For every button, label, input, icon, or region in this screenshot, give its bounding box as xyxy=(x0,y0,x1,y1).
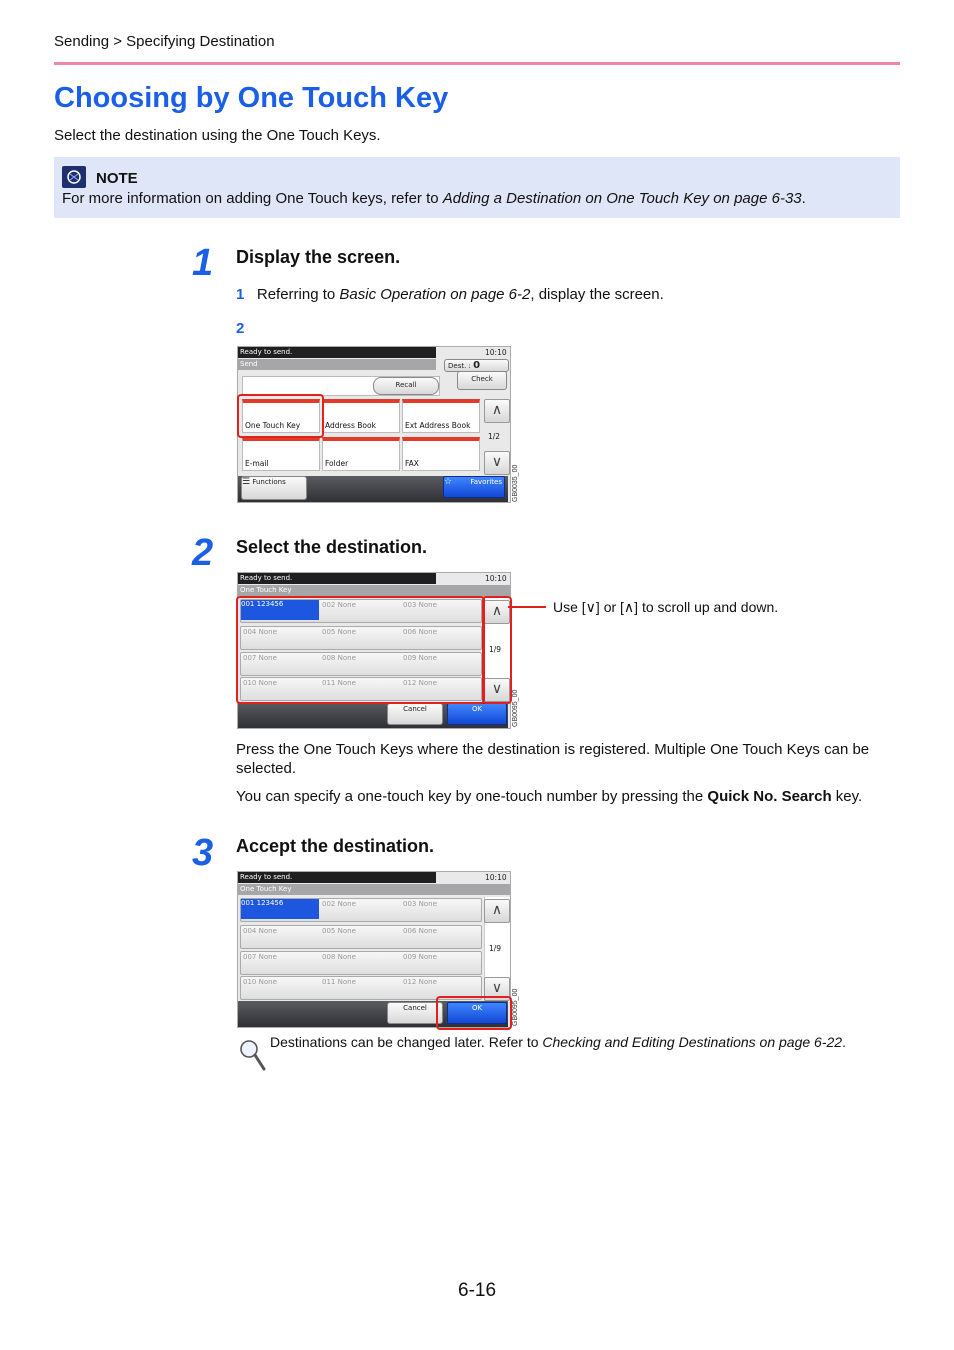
one-touch-key-001[interactable]: 001 123456 xyxy=(241,600,319,620)
one-touch-key-009[interactable]: 009 None xyxy=(403,953,437,961)
scroll-up-icon[interactable]: ∧ xyxy=(484,399,510,423)
one-touch-key-012[interactable]: 012 None xyxy=(403,679,437,687)
functions-button[interactable]: ☰ Functions xyxy=(241,476,307,500)
intro-text: Select the destination using the One Touch Keys. xyxy=(54,127,381,144)
note-text: For more information on adding One Touch keys, refer to Adding a Destination on One Touch Key on page 6-33. xyxy=(62,190,806,207)
tile-ext-address-book[interactable]: Ext Address Book xyxy=(402,399,480,433)
screen-subtitle: One Touch Key xyxy=(238,585,510,596)
one-touch-key-002[interactable]: 002 None xyxy=(322,601,356,609)
favorites-button[interactable]: ☆ Favorites xyxy=(443,476,505,498)
note-box xyxy=(54,157,900,218)
one-touch-key-008[interactable]: 008 None xyxy=(322,654,356,662)
step-2-para-1: Press the One Touch Keys where the destination is registered. Multiple One Touch Keys can be selected. xyxy=(236,741,870,777)
tile-fax[interactable]: FAX xyxy=(402,437,480,471)
callout-line xyxy=(508,606,546,608)
check-button[interactable]: Check xyxy=(457,371,507,390)
page-number: 6-16 xyxy=(458,1280,497,1301)
one-touch-key-002[interactable]: 002 None xyxy=(322,900,356,908)
one-touch-key-011[interactable]: 011 None xyxy=(322,679,356,687)
figure-code: GB0035_00 xyxy=(512,464,519,502)
tile-email[interactable]: E-mail xyxy=(242,437,320,471)
scroll-up-icon[interactable]: ∧ xyxy=(484,899,510,923)
step-2-number: 2 xyxy=(192,532,214,574)
step-1-heading: Display the screen. xyxy=(236,247,401,267)
breadcrumb: Sending > Specifying Destination xyxy=(54,33,275,50)
step-3-heading: Accept the destination. xyxy=(236,836,435,856)
clock: 10:10 xyxy=(485,574,507,583)
key-row-2 xyxy=(240,925,482,949)
one-touch-key-007[interactable]: 007 None xyxy=(243,654,277,662)
recall-button[interactable]: Recall xyxy=(373,377,439,395)
page-title: Choosing by One Touch Key xyxy=(54,82,449,114)
ok-button[interactable]: OK xyxy=(447,1002,507,1024)
note-label: NOTE xyxy=(96,170,138,187)
one-touch-key-004[interactable]: 004 None xyxy=(243,927,277,935)
highlight-one-touch-key xyxy=(237,394,324,438)
one-touch-key-006[interactable]: 006 None xyxy=(403,628,437,636)
one-touch-key-005[interactable]: 005 None xyxy=(322,628,356,636)
status-bar: Ready to send. xyxy=(238,573,436,584)
cancel-button[interactable]: Cancel xyxy=(387,1002,443,1024)
status-bar: Ready to send. xyxy=(238,872,436,883)
step-2-para-2: You can specify a one-touch key by one-touch number by pressing the Quick No. Search key. xyxy=(236,788,863,805)
one-touch-key-010[interactable]: 010 None xyxy=(243,978,277,986)
basic-operation-link[interactable]: Basic Operation on page 6-2 xyxy=(339,286,531,303)
scroll-up-icon[interactable]: ∧ xyxy=(484,600,510,624)
scroll-down-icon[interactable]: ∨ xyxy=(484,977,510,1001)
step-3-number: 3 xyxy=(192,832,214,874)
one-touch-key-012[interactable]: 012 None xyxy=(403,978,437,986)
dest-count-display: Dest. : 0 xyxy=(444,359,509,372)
tile-address-book[interactable]: Address Book xyxy=(322,399,400,433)
scroll-down-icon[interactable]: ∨ xyxy=(484,678,510,702)
ok-button[interactable]: OK xyxy=(447,703,507,725)
one-touch-key-009[interactable]: 009 None xyxy=(403,654,437,662)
one-touch-key-008[interactable]: 008 None xyxy=(322,953,356,961)
header-rule xyxy=(54,62,900,65)
step-1-number: 1 xyxy=(192,242,214,284)
highlight-scroll-arrows xyxy=(482,596,512,704)
scroll-callout: Use [∨] or [∧] to scroll up and down. xyxy=(553,599,779,615)
one-touch-key-005[interactable]: 005 None xyxy=(322,927,356,935)
list-icon: ☰ xyxy=(242,477,251,487)
status-bar: Ready to send. xyxy=(238,347,436,358)
tile-one-touch-key[interactable]: One Touch Key xyxy=(242,399,320,433)
one-touch-key-001[interactable]: 001 123456 xyxy=(241,899,319,919)
tip-text: Destinations can be changed later. Refer to Checking and Editing Destinations on page 6-22. xyxy=(270,1034,846,1050)
star-icon: ☆ xyxy=(444,477,453,487)
cancel-button[interactable]: Cancel xyxy=(387,703,443,725)
screen-subtitle: Send xyxy=(238,359,436,370)
one-touch-key-007[interactable]: 007 None xyxy=(243,953,277,961)
one-touch-key-010[interactable]: 010 None xyxy=(243,679,277,687)
page-indicator: 1/9 xyxy=(489,944,502,953)
one-touch-key-003[interactable]: 003 None xyxy=(403,900,437,908)
checking-editing-link[interactable]: Checking and Editing Destinations on page 6-22 xyxy=(542,1034,843,1050)
page-indicator: 1/9 xyxy=(489,645,502,654)
page-indicator: 1/2 xyxy=(488,432,501,441)
figure-code: GB0095_00 xyxy=(512,689,519,727)
one-touch-key-011[interactable]: 011 None xyxy=(322,978,356,986)
highlight-ok-button xyxy=(436,996,512,1030)
note-icon xyxy=(62,166,86,188)
step-1-sub-2: 2 xyxy=(236,320,245,337)
step-2-heading: Select the destination. xyxy=(236,537,428,557)
magnifier-icon xyxy=(238,1038,266,1077)
clock: 10:10 xyxy=(485,873,507,882)
figure-code: GB0095_00 xyxy=(512,988,519,1026)
highlight-key-grid xyxy=(236,596,485,704)
scroll-down-icon[interactable]: ∨ xyxy=(484,451,510,475)
one-touch-key-006[interactable]: 006 None xyxy=(403,927,437,935)
one-touch-key-004[interactable]: 004 None xyxy=(243,628,277,636)
clock: 10:10 xyxy=(485,348,507,357)
key-row-1 xyxy=(240,898,482,922)
one-touch-key-003[interactable]: 003 None xyxy=(403,601,437,609)
tile-folder[interactable]: Folder xyxy=(322,437,400,471)
note-link[interactable]: Adding a Destination on One Touch Key on page 6-33 xyxy=(442,190,802,207)
step-1-sub-1: 1 Referring to Basic Operation on page 6-2, display the screen. xyxy=(236,286,664,303)
screen-subtitle: One Touch Key xyxy=(238,884,510,895)
key-row-3 xyxy=(240,951,482,975)
